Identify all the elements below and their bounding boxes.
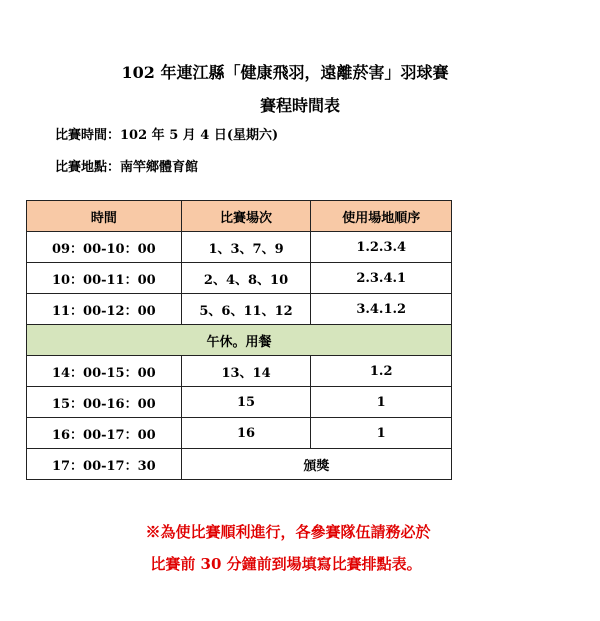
time-cell: 17：00-17：30: [27, 449, 182, 480]
time-cell: 15：00-16：00: [27, 387, 182, 418]
courts-cell: 2.3.4.1: [311, 263, 452, 294]
matches-cell: 15: [181, 387, 311, 418]
notice-line-1: ※為使比賽順利進行，各參賽隊伍請務必於: [145, 523, 431, 541]
award-row: [27, 449, 452, 480]
courts-cell: 1.2.3.4: [311, 232, 452, 263]
header-time: 時間: [27, 201, 182, 232]
notice-line-2: 比賽前 30 分鐘前到場填寫比賽排點表。: [150, 555, 422, 573]
time-cell: 09：00-10：00: [27, 232, 182, 263]
courts-cell: 1.2: [311, 356, 452, 387]
table-row: [27, 418, 452, 449]
time-cell: 10：00-11：00: [27, 263, 182, 294]
table-row: [27, 294, 452, 325]
match-venue-text: 比賽地點：南竿鄉體育館: [55, 160, 199, 175]
header-courts: 使用場地順序: [311, 201, 452, 232]
schedule-table: [26, 200, 452, 480]
document-subtitle: 賽程時間表: [259, 96, 340, 115]
time-cell: 14：00-15：00: [27, 356, 182, 387]
matches-cell: 2、4、8、10: [181, 263, 311, 294]
header-matches: 比賽場次: [181, 201, 311, 232]
courts-cell: 3.4.1.2: [311, 294, 452, 325]
table-row: [27, 263, 452, 294]
matches-cell: 1、3、7、9: [181, 232, 311, 263]
matches-cell: 5、6、11、12: [181, 294, 311, 325]
table-row: [27, 232, 452, 263]
table-row: [27, 387, 452, 418]
table-header-row: [27, 201, 452, 232]
courts-cell: 1: [311, 418, 452, 449]
award-cell: 頒獎: [181, 449, 451, 480]
document-title: 102 年連江縣「健康飛羽，遠離菸害」羽球賽: [121, 63, 449, 82]
courts-cell: 1: [311, 387, 452, 418]
match-time-text: 比賽時間：102 年 5 月 4 日(星期六): [55, 128, 279, 143]
table-row: [27, 356, 452, 387]
lunch-break-cell: 午休。用餐: [27, 325, 452, 356]
matches-cell: 13、14: [181, 356, 311, 387]
lunch-break-row: [27, 325, 452, 356]
matches-cell: 16: [181, 418, 311, 449]
time-cell: 11：00-12：00: [27, 294, 182, 325]
time-cell: 16：00-17：00: [27, 418, 182, 449]
